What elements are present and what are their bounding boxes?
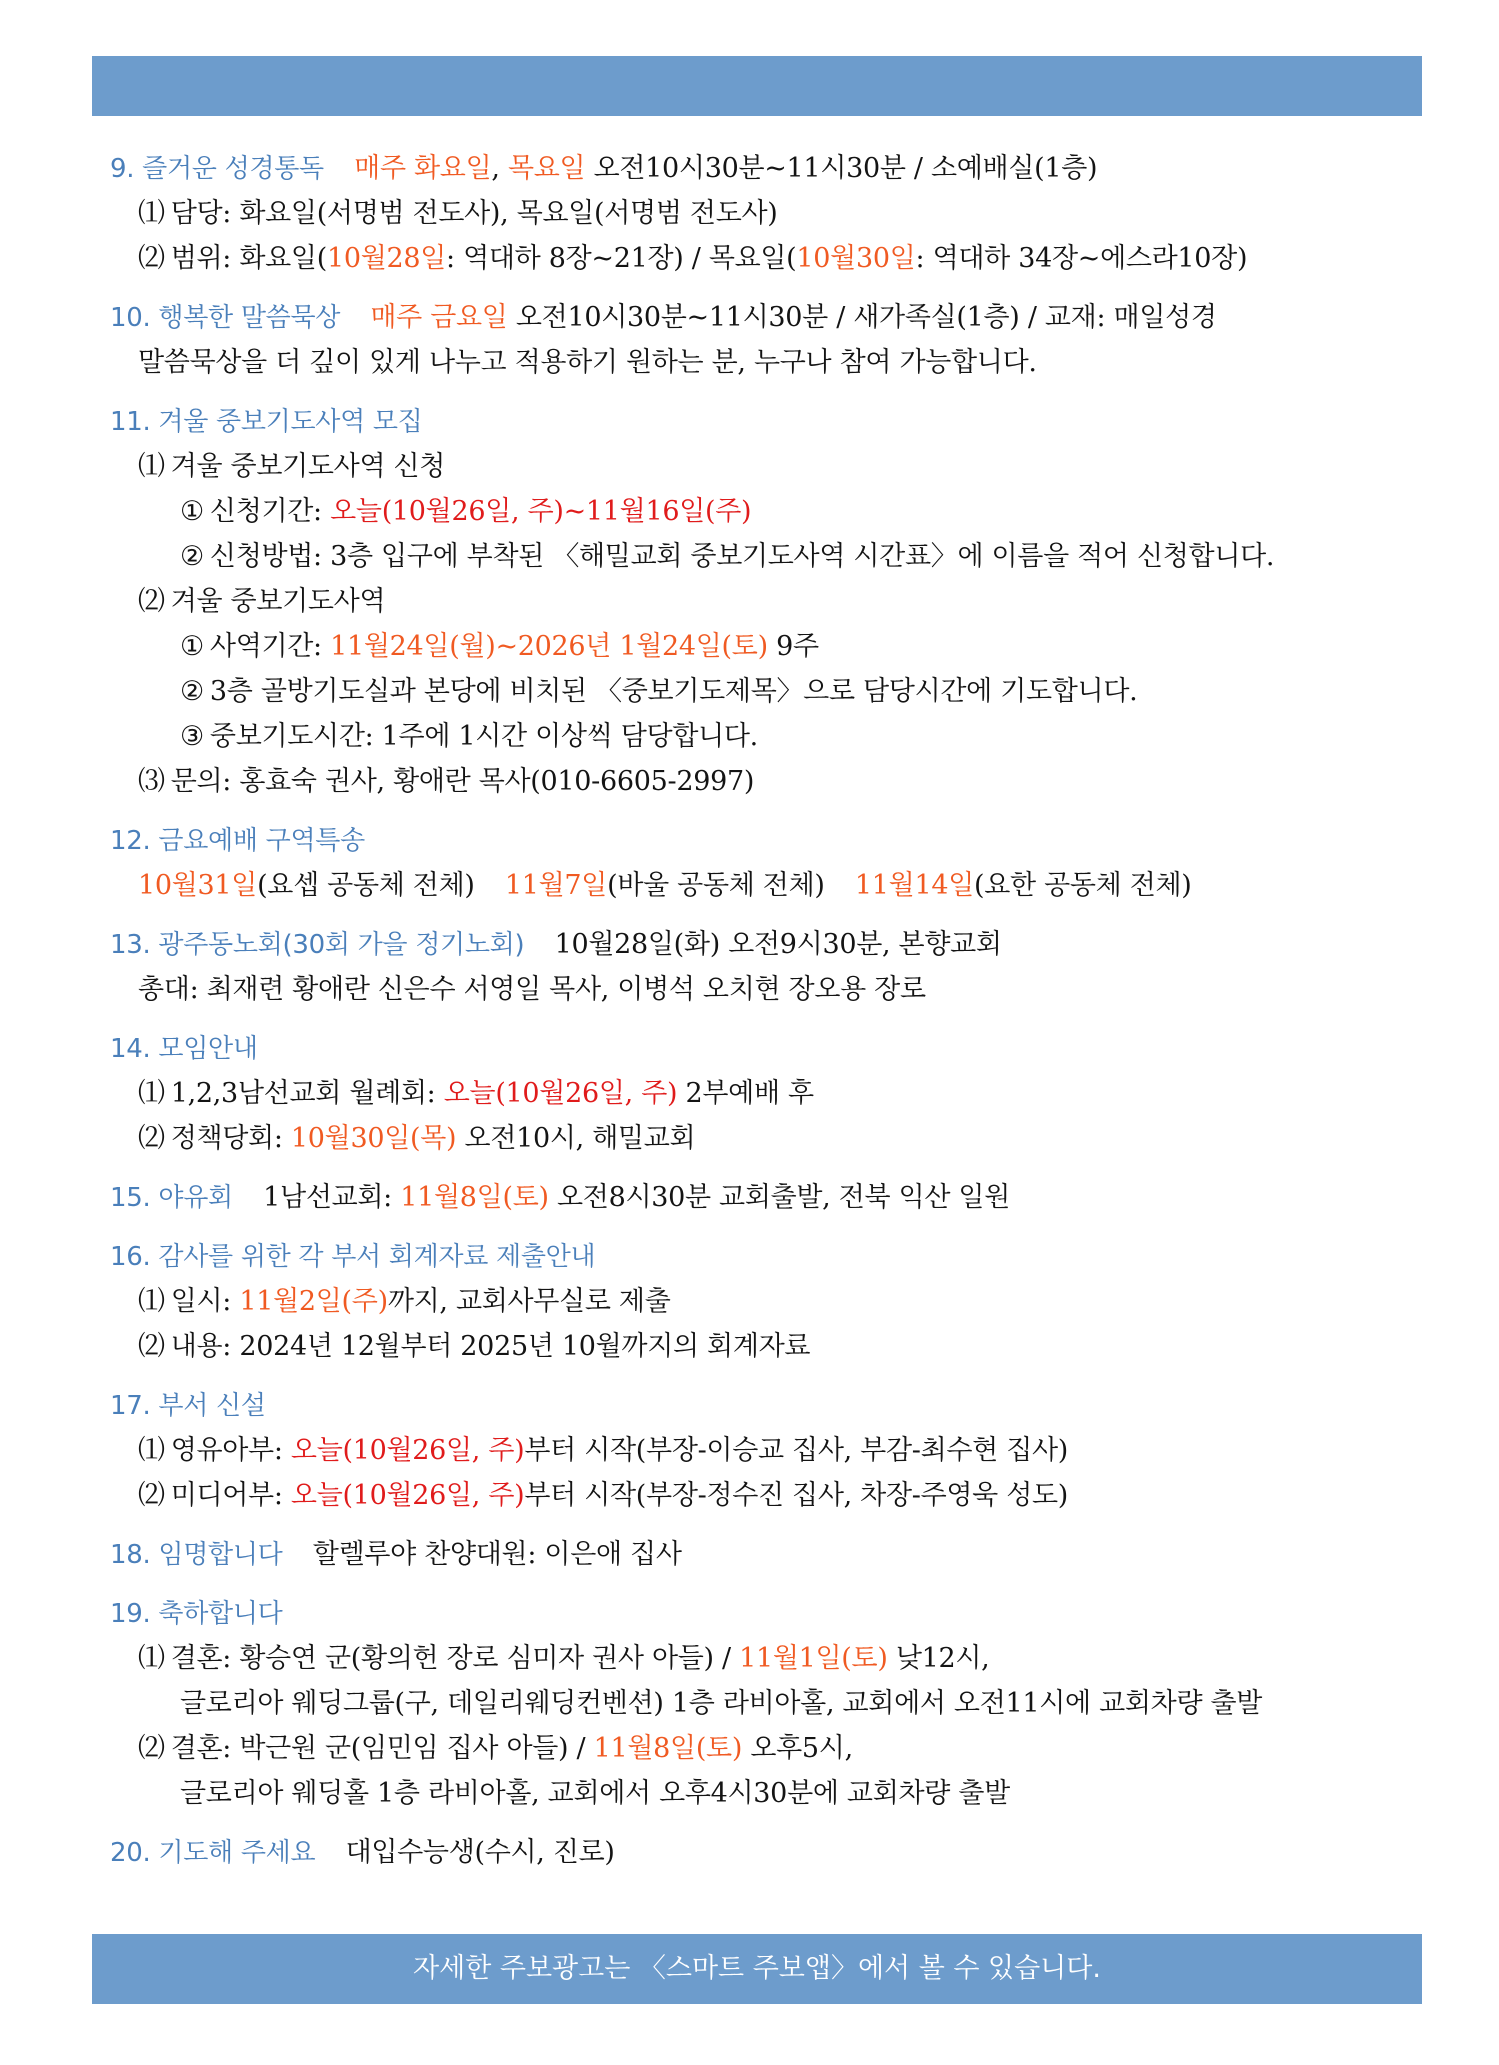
section-title: 9. 즐거운 성경통독 — [110, 154, 324, 184]
field-tail: 오전10시, 해밀교회 — [456, 1123, 696, 1154]
list-marker: ⑴ — [138, 1643, 165, 1674]
field-label: 1남선교회: — [263, 1182, 401, 1213]
section-11-intercessory-prayer — [110, 399, 1410, 804]
list-marker: ⑴ — [138, 1286, 165, 1317]
date-highlight: 10월30일(목) — [290, 1123, 457, 1154]
field-label: 신청기간: — [209, 496, 331, 527]
wedding-text: 결혼: 황승연 군(황의헌 장로 심미자 권사 아들) / — [170, 1643, 740, 1674]
footer-text: 자세한 주보광고는 〈스마트 주보앱〉에서 볼 수 있습니다. — [413, 1953, 1101, 1984]
list-marker: ⑵ — [138, 1733, 165, 1764]
section-19-congratulations — [110, 1591, 1410, 1816]
section-title: 19. 축하합니다 — [110, 1599, 283, 1629]
section-title: 17. 부서 신설 — [110, 1391, 266, 1421]
wedding-text: 결혼: 박근원 군(임민임 집사 아들) / — [170, 1733, 594, 1764]
section-12-friday-special-song — [110, 818, 1410, 908]
list-marker: ⑴ — [138, 1078, 165, 1109]
section-20-prayer-request — [110, 1830, 1410, 1875]
date-highlight: 오늘(10월26일, 주) — [290, 1480, 525, 1511]
section-16-accounting-submission — [110, 1234, 1410, 1369]
field-label: 1,2,3남선교회 월례회: — [170, 1078, 444, 1109]
field-tail: 낮12시, — [887, 1643, 990, 1674]
date-highlight: 오늘(10월26일, 주) — [443, 1078, 678, 1109]
date-highlight: 11월8일(토) — [400, 1182, 549, 1213]
section-10-meditation — [110, 295, 1410, 385]
list-item: 겨울 중보기도사역 — [170, 586, 386, 617]
section-14-meetings — [110, 1026, 1410, 1161]
list-marker: ② — [180, 676, 204, 707]
list-item-text: : 역대하 8장~21장) / 목요일( — [446, 243, 797, 274]
description: 말씀묵상을 더 깊이 있게 나누고 적용하기 원하는 분, 누구나 참여 가능합니다. — [138, 347, 1037, 378]
schedule-detail: 10월28일(화) 오전9시30분, 본향교회 — [554, 929, 1002, 960]
schedule-day: 매주 화요일 — [354, 153, 492, 184]
group-name: (요셉 공동체 전체) — [257, 870, 475, 901]
section-title: 20. 기도해 주세요 — [110, 1838, 316, 1868]
separator: , — [491, 153, 500, 184]
section-13-presbytery — [110, 922, 1410, 1012]
delegates: 총대: 최재련 황애란 신은수 서영일 목사, 이병석 오치현 장오용 장로 — [138, 974, 926, 1005]
section-18-appointment — [110, 1532, 1410, 1577]
list-item: 중보기도시간: 1주에 1시간 이상씩 담당합니다. — [209, 721, 758, 752]
field-label: 사역기간: — [209, 631, 331, 662]
field-tail: 부터 시작(부장-정수진 집사, 차장-주영욱 성도) — [524, 1480, 1068, 1511]
schedule-detail: 오전10시30분~11시30분 / 소예배실(1층) — [585, 153, 1098, 184]
field-tail: 2부예배 후 — [677, 1078, 814, 1109]
schedule-day: 매주 금요일 — [370, 302, 508, 333]
field-tail: 부터 시작(부장-이승교 집사, 부감-최수현 집사) — [524, 1435, 1068, 1466]
field-tail: 까지, 교회사무실로 제출 — [387, 1286, 671, 1317]
schedule-detail: 오전10시30분~11시30분 / 새가족실(1층) / 교재: 매일성경 — [507, 302, 1217, 333]
section-title: 14. 모임안내 — [110, 1034, 258, 1064]
section-15-outing — [110, 1175, 1410, 1220]
header-bar — [92, 56, 1422, 116]
field-label: 미디어부: — [170, 1480, 291, 1511]
section-title: 10. 행복한 말씀묵상 — [110, 303, 341, 333]
list-marker: ⑴ — [138, 451, 165, 482]
list-marker: ① — [180, 631, 204, 662]
list-marker: ⑵ — [138, 586, 165, 617]
list-item: 내용: 2024년 12월부터 2025년 10월까지의 회계자료 — [170, 1331, 811, 1362]
date-highlight: 11월2일(주) — [239, 1286, 388, 1317]
section-title: 12. 금요예배 구역특송 — [110, 826, 365, 856]
list-marker: ⑵ — [138, 1480, 165, 1511]
group-name: (요한 공동체 전체) — [973, 870, 1192, 901]
list-marker: ⑴ — [138, 198, 165, 229]
field-tail: 오후5시, — [742, 1733, 853, 1764]
list-item-text: : 역대하 34장~에스라10장) — [915, 243, 1248, 274]
wedding-venue: 글로리아 웨딩그룹(구, 데일리웨딩컨벤션) 1층 라비아홀, 교회에서 오전11시에 교회차량 출발 — [180, 1688, 1263, 1719]
section-9-bible-reading — [110, 146, 1410, 281]
date-highlight: 10월28일 — [326, 243, 447, 274]
list-item: 담당: 화요일(서명범 전도사), 목요일(서명범 전도사) — [170, 198, 778, 229]
list-marker: ⑵ — [138, 1123, 165, 1154]
list-marker: ② — [180, 541, 204, 572]
date-highlight: 11월7일 — [504, 870, 608, 901]
section-title: 16. 감사를 위한 각 부서 회계자료 제출안내 — [110, 1242, 596, 1272]
list-marker: ① — [180, 496, 204, 527]
section-17-new-departments — [110, 1383, 1410, 1518]
date-highlight: 10월31일 — [138, 870, 258, 901]
section-title: 15. 야유회 — [110, 1183, 233, 1213]
field-label: 정책당회: — [170, 1123, 291, 1154]
list-marker: ⑵ — [138, 1331, 165, 1362]
prayer-detail: 대입수능생(수시, 진로) — [345, 1837, 615, 1868]
list-marker: ⑴ — [138, 1435, 165, 1466]
group-name: (바울 공동체 전체) — [607, 870, 825, 901]
section-title: 11. 겨울 중보기도사역 모집 — [110, 407, 423, 437]
wedding-venue: 글로리아 웨딩홀 1층 라비아홀, 교회에서 오후4시30분에 교회차량 출발 — [180, 1778, 1010, 1809]
section-title: 13. 광주동노회(30회 가을 정기노회) — [110, 930, 525, 960]
list-marker: ⑶ — [138, 766, 165, 797]
contact-info: 문의: 홍효숙 권사, 황애란 목사(010-6605-2997) — [170, 766, 755, 797]
section-title: 18. 임명합니다 — [110, 1540, 283, 1570]
date-highlight: 11월14일 — [854, 870, 974, 901]
date-highlight: 11월8일(토) — [593, 1733, 743, 1764]
date-highlight: 11월24일(월)~2026년 1월24일(토) — [330, 631, 768, 662]
field-tail: 오전8시30분 교회출발, 전북 익산 일원 — [548, 1182, 1010, 1213]
date-highlight: 10월30일 — [796, 243, 916, 274]
list-item: 3층 골방기도실과 본당에 비치된 〈중보기도제목〉으로 담당시간에 기도합니다. — [209, 676, 1138, 707]
field-tail: 9주 — [767, 631, 819, 662]
footer-bar — [92, 1934, 1422, 2004]
date-highlight: 오늘(10월26일, 주)~11월16일(주) — [330, 496, 752, 527]
appointment-detail: 할렐루야 찬양대원: 이은애 집사 — [312, 1539, 682, 1570]
list-item: 신청방법: 3층 입구에 부착된 〈해밀교회 중보기도사역 시간표〉에 이름을 적어 신청합니다. — [209, 541, 1275, 572]
field-label: 영유아부: — [170, 1435, 291, 1466]
list-item: 겨울 중보기도사역 신청 — [170, 451, 446, 482]
schedule-day: 목요일 — [507, 153, 586, 184]
list-item-text: 범위: 화요일( — [170, 243, 327, 274]
announcements — [110, 146, 1410, 1889]
field-label: 일시: — [170, 1286, 240, 1317]
date-highlight: 11월1일(토) — [739, 1643, 888, 1674]
list-marker: ⑵ — [138, 243, 165, 274]
date-highlight: 오늘(10월26일, 주) — [290, 1435, 525, 1466]
list-marker: ③ — [180, 721, 204, 752]
